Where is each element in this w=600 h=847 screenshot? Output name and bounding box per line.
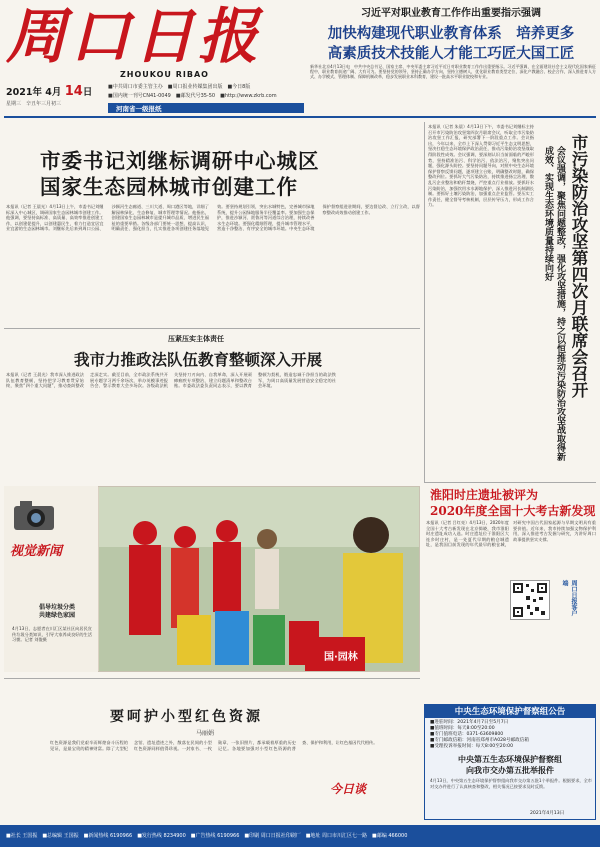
notice-line: ■专门值班电话：0371-63609800 <box>430 732 504 737</box>
issue-weekday: 星期三 辛丑年三月初三 <box>6 101 62 107</box>
notice-2-body: 4月13日，中央第五生态环境保护督察组向我市交办第五批1个举报件。根据要求，全市对交办件进行了认真核查和整改，相关情况已按要求及时反馈。 <box>430 778 592 789</box>
archaeology-body: 本报讯（记者 吕红亮）4月13日，2020年度全国十大考古新发现在北京揭晓，我市淮阳时庄遗址成功入选。时庄遗址位于淮阳区大连乡时庄村，是一处夏代早期的粮仓城遗址，是我国目前发现的年代最早的粮仓城，对研究中国古代国家起源与早期文明具有重要价值。近年来，我市持续加强文物保护利用，深入推进考古发掘与研究，为讲好周口故事提供坚实支撑。 <box>426 520 596 548</box>
photo-caption: 4月13日，志愿者在川汇区某社区向居民宣传垃圾分类知识，引导大家养成良好的生活习惯。记者 刘俊摄 <box>12 626 92 643</box>
footer-info: ■社长 王国振 ■总编辑 王国振 ■新闻热线 6190966 ■发行热线 8234900 ■广告热线 6190966 ■印刷 周口日报社印刷厂 ■地址 周口市川汇区七一路 ■邮编 466000 <box>6 833 408 839</box>
notice-2-date: 2021年4月13日 <box>530 811 565 816</box>
qr-code[interactable] <box>510 580 550 620</box>
section-divider <box>4 678 420 679</box>
essay-body: 红色资源是我们党艰辛而辉煌奋斗历程的见证，是最宝贵的精神财富。除了大型纪念馆、遗址遗迹之外，散落在民间的小型红色资源同样值得珍视。一封家书、一枚勋章、一张旧照片，都承载着厚重的历史记忆。各地要加强对小型红色资源的普查、保护和利用，让红色基因代代相传。 <box>50 740 378 751</box>
lead-headline-line-2: 国家生态园林城市创建工作 <box>40 175 298 199</box>
issue-date: 2021年 4月 14日 星期三 辛丑年三月初三 <box>6 84 93 107</box>
photo-banner-text: 国·园林 <box>324 652 358 663</box>
archaeology-headline-line-2: 2020年度全国十大考古新发现 <box>430 504 596 518</box>
notice-line: ■受理投诉举报时间：每天8:00至20:00 <box>430 744 514 749</box>
right-story-headline: 市污染防治攻坚第四次月联席会召开 <box>569 134 588 398</box>
essay-headline: 要呵护小型红色资源 <box>110 709 263 725</box>
discipline-headline: 我市力推政法队伍教育整顿深入开展 <box>74 350 323 369</box>
visual-news-tag: 视觉新闻 <box>10 544 63 559</box>
right-story-subhead: 会议强调，聚焦问题整改，强化攻坚措施，持之以恒推动污染防治攻坚战取得新成效、实现生态环境质量持续向好 <box>543 146 565 461</box>
masthead-info: ■中共周口市委主管主办 ■周口报业传媒集团出版 ■今日8版 ■国内统一刊号CN41-0049 ■邮发代号35-50 ■http://www.zkrb.com <box>108 84 277 99</box>
right-story-body: 本报讯（记者 朱晨）4月13日下午，市委书记刘继标主持召开市污染防治攻坚第四次月联席会议，听取全市污染防治攻坚工作汇报，研究部署下一阶段重点工作。会议指出，今年以来，全市上下深入贯彻习近平生态文明思想，坚决扛稳生态环境保护政治责任，推动污染防治攻坚战取得阶段性成效。会议强调，要深刻认识当前面临的严峻形势，坚持精准治污、科学治污、依法治污，聚焦突出问题，强化源头防控。要坚持问题导向，对照中央生态环境保护督察反馈问题，逐项建立台账，明确整改时限，确保整改到位。要抓好大气污染防治，持续推进扬尘治理、散乱污企业整治和秸秆禁烧，严控重点行业排放。要抓好水污染防治，加强饮用水水源地保护，深入推进河长制湖长制。要抓好土壤污染防治，加强重点企业监管。要压实工作责任，健全督导考核机制，层层传导压力，形成工作合力。 <box>428 124 534 208</box>
qr-label: 周口日报客户端 <box>561 580 577 616</box>
top-story-body: 新华社北京4月13日电 中共中央总书记、国家主席、中央军委主席习近平近日对职业教育工作作出重要指示。习近平强调，在全面建设社会主义现代化国家新征程中，职业教育前途广阔、大有可为。要坚持党的领导，坚持正确办学方向，坚持立德树人，优化职业教育类型定位，深化产教融合、校企合作，深入推进育人方式、办学模式、管理体制、保障机制改革，稳步发展职业本科教育，建设一批高水平职业院校和专业。 <box>310 64 596 80</box>
section-divider <box>424 482 596 483</box>
newspaper-logo: 周口日报 <box>6 2 262 72</box>
qr-code-icon <box>511 581 549 619</box>
photo-caption-title: 倡导垃圾分类 共建绿色家园 <box>38 604 75 619</box>
lead-body: 本报讯（记者 王晨光）4月13日上午，市委书记刘继标深入中心城区，调研国家生态园林城市创建工作。他强调，要坚持高标准、高质量、高效率推进创建工作，以创建促提升，以创建惠民生，着力打造宜居宜业宜游的生态园林城市。刘继标先后来到周口公园、沙颍河生态廊道、三川大道、周口港区等地，详细了解园林绿化、生态修复、城市管理等情况。他指出，创建国家生态园林城市是提升城市品质、增进民生福祉的重要举措。各级各部门要统一思想、提高认识，明确责任、强化担当，扎实推进各项创建任务落地见效。要坚持规划引领，突出水城特色，完善城市绿地系统，提升公园绿地服务半径覆盖率。要加强生态保护，推进沙颍河、贾鲁河等河道综合治理，持续改善水生态环境。要强化精细管理，提升城市管理水平，营造干净整洁、有序安全的城市环境。中央生态环境保护督察组进驻期间，要边督边改、立行立改，以督察整改成效推动创建工作。 <box>6 204 420 232</box>
notice-line: ■专门邮政信箱：河南省郑州市A028号邮政信箱 <box>430 738 529 743</box>
notice-line: ■进驻时间：2021年4月7日至5月7日 <box>430 720 509 725</box>
lead-headline-line-1: 市委书记刘继标调研中心城区 <box>40 149 320 173</box>
section-divider <box>4 328 420 329</box>
column-divider <box>424 122 425 482</box>
top-story-headline-line-2: 高素质技术技能人才能工巧匠大国工匠 <box>327 46 575 62</box>
essay-author: 马丽娟 <box>196 730 215 737</box>
discipline-body: 本报讯（记者 王晨光）我市深入推进政法队伍教育整顿，坚持把学习教育贯穿始终，聚焦“四个重大问题”，推动查纠整改走深走实。截至目前，全市政法系统共开展专题学习两千余场次，举办英模事迹报告会、警示教育大会多场次。各级政法机关坚持刀刃向内、自我革命，深入开展顽瘴痼疾专项整治，建立问题清单和整改台账。市委政法委负责同志表示，要以教育整顿为契机，锻造忠诚干净担当的政法铁军，为周口高质量发展营造安全稳定的社会环境。 <box>6 372 336 389</box>
grade-badge-label: 河南省一级报纸 <box>116 105 162 113</box>
notice-lines <box>430 720 592 750</box>
notice-title: 中央生态环境保护督察组公告 <box>454 707 566 717</box>
masthead <box>0 0 600 116</box>
top-story-kicker: 习近平对职业教育工作作出重要指示强调 <box>361 8 541 19</box>
newspaper-logo-english: ZHOUKOU RIBAO <box>120 70 209 79</box>
archaeology-headline-line-1: 淮阳时庄遗址被评为 <box>430 488 539 502</box>
notice-line: ■值班时间：每天8:00至20:00 <box>430 726 495 731</box>
notice-2-title: 中央第五生态环境保护督察组 向我市交办第五批举报件 <box>458 755 562 775</box>
top-story-headline-line-1: 加快构建现代职业教育体系 培养更多 <box>327 26 575 42</box>
masthead-divider <box>4 116 596 118</box>
camera-icon <box>12 498 62 532</box>
discipline-kicker: 压紧压实主体责任 <box>168 335 224 343</box>
essay-column-tag: 今日谈 <box>330 782 367 796</box>
